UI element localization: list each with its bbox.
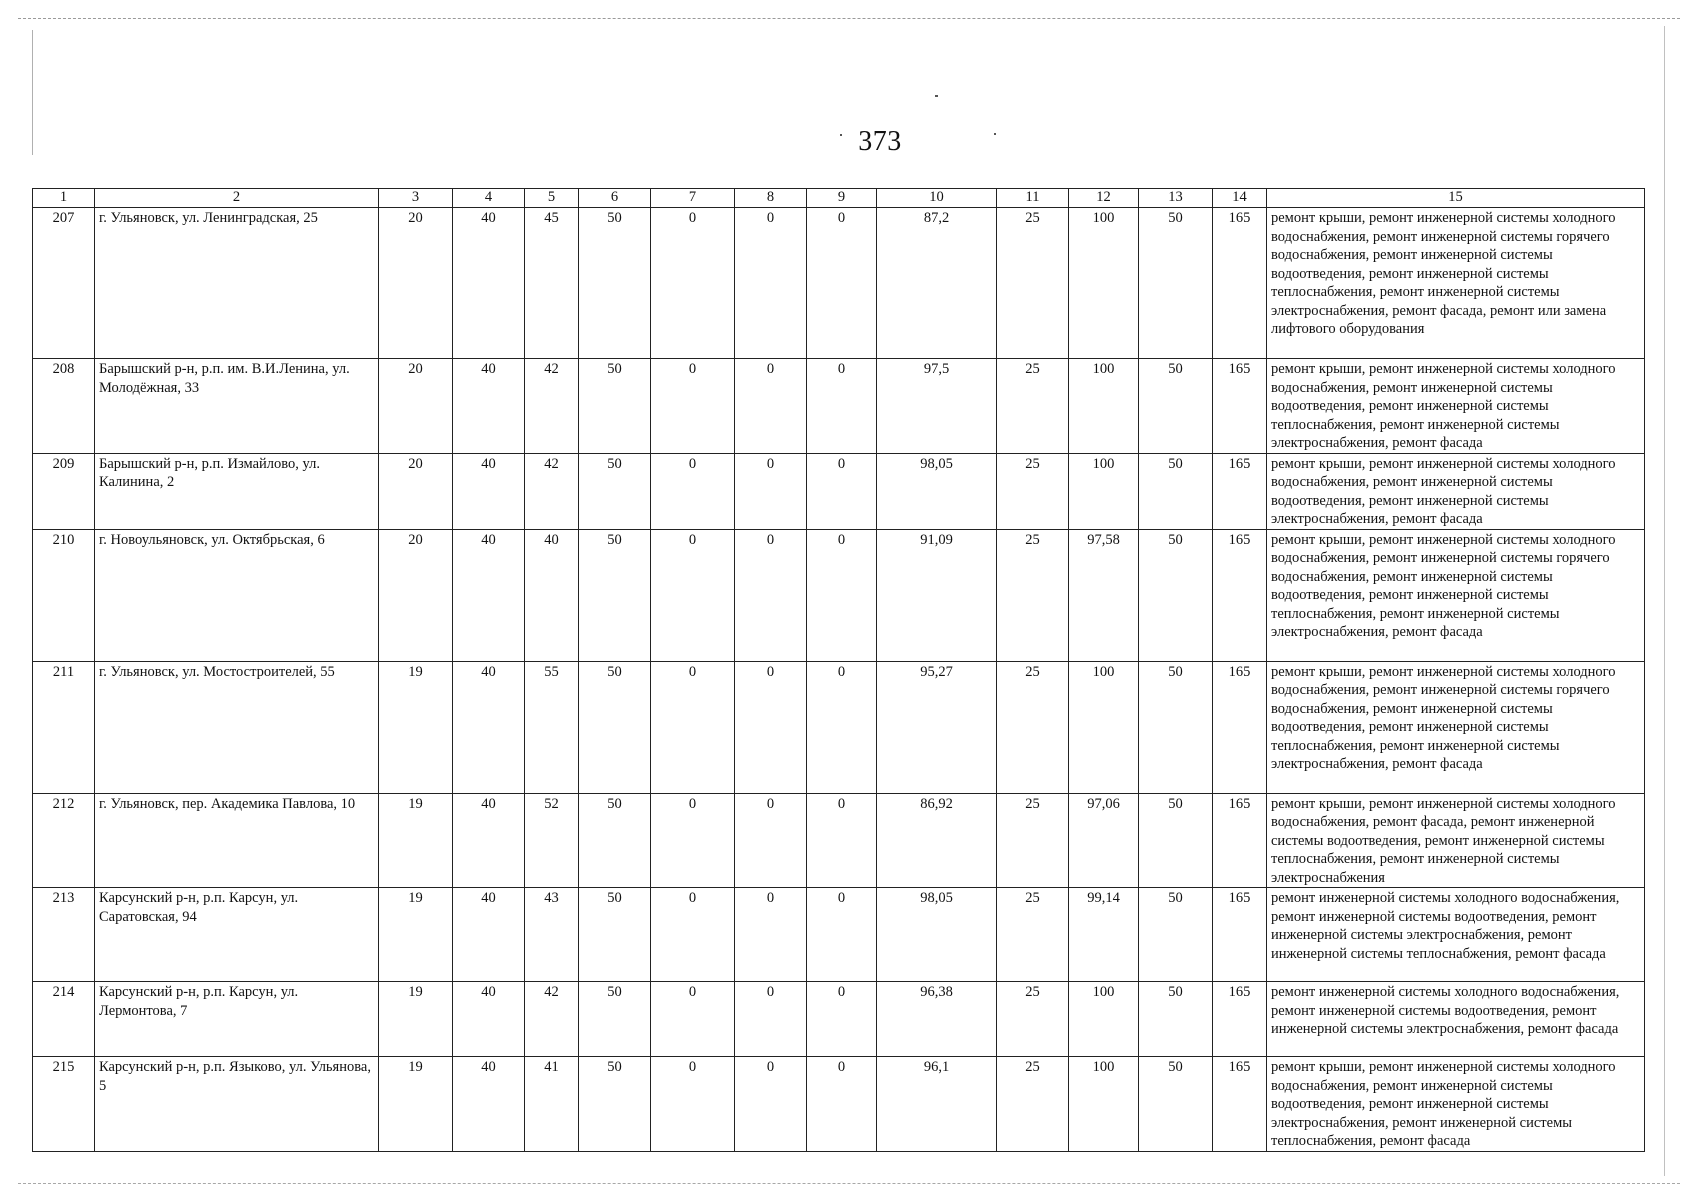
table-row xyxy=(33,1057,1645,1152)
column-number: 10 xyxy=(877,189,997,208)
value-col-11: 25 xyxy=(997,453,1069,529)
value-col-6: 50 xyxy=(579,888,651,982)
table-row xyxy=(33,359,1645,454)
row-number: 215 xyxy=(33,1057,95,1152)
value-col-13: 50 xyxy=(1139,1057,1213,1152)
value-col-13: 50 xyxy=(1139,529,1213,661)
value-col-4: 40 xyxy=(453,529,525,661)
repair-works-list: ремонт крыши, ремонт инженерной системы холодного водоснабжения, ремонт инженерной системы горячего водоснабжения, ремонт инженерной системы водоотведения, ремонт инженерной системы теплоснабжения, ремонт инженерной системы электроснабжения, ремонт фасада, ремонт или замена лифтового оборудования xyxy=(1267,208,1645,359)
value-col-14: 165 xyxy=(1213,888,1267,982)
value-col-14: 165 xyxy=(1213,661,1267,793)
row-number: 207 xyxy=(33,208,95,359)
value-col-6: 50 xyxy=(579,453,651,529)
value-col-8: 0 xyxy=(735,359,807,454)
value-col-5: 45 xyxy=(525,208,579,359)
value-col-8: 0 xyxy=(735,453,807,529)
column-number: 3 xyxy=(379,189,453,208)
value-col-10: 97,5 xyxy=(877,359,997,454)
value-col-3: 19 xyxy=(379,888,453,982)
value-col-6: 50 xyxy=(579,359,651,454)
value-col-3: 20 xyxy=(379,359,453,454)
value-col-9: 0 xyxy=(807,793,877,888)
value-col-5: 40 xyxy=(525,529,579,661)
value-col-9: 0 xyxy=(807,982,877,1057)
value-col-6: 50 xyxy=(579,793,651,888)
scan-edge-left xyxy=(32,30,33,155)
house-address: Карсунский р-н, р.п. Языково, ул. Ульянова, 5 xyxy=(95,1057,379,1152)
repair-works-list: ремонт крыши, ремонт инженерной системы холодного водоснабжения, ремонт инженерной системы водоотведения, ремонт инженерной системы электроснабжения, ремонт инженерной системы теплоснабжения, ремонт фасада xyxy=(1267,1057,1645,1152)
value-col-4: 40 xyxy=(453,359,525,454)
value-col-4: 40 xyxy=(453,793,525,888)
value-col-13: 50 xyxy=(1139,208,1213,359)
value-col-9: 0 xyxy=(807,661,877,793)
value-col-12: 100 xyxy=(1069,982,1139,1057)
value-col-8: 0 xyxy=(735,793,807,888)
value-col-12: 100 xyxy=(1069,661,1139,793)
table-row xyxy=(33,453,1645,529)
value-col-4: 40 xyxy=(453,888,525,982)
value-col-5: 42 xyxy=(525,359,579,454)
value-col-10: 96,1 xyxy=(877,1057,997,1152)
repair-works-list: ремонт инженерной системы холодного водоснабжения, ремонт инженерной системы водоотведения, ремонт инженерной системы электроснабжения, ремонт инженерной системы теплоснабжения, ремонт фасада xyxy=(1267,888,1645,982)
row-number: 214 xyxy=(33,982,95,1057)
scan-speck xyxy=(935,95,938,97)
value-col-10: 98,05 xyxy=(877,888,997,982)
value-col-6: 50 xyxy=(579,982,651,1057)
value-col-9: 0 xyxy=(807,453,877,529)
row-number: 211 xyxy=(33,661,95,793)
value-col-7: 0 xyxy=(651,208,735,359)
row-number: 209 xyxy=(33,453,95,529)
value-col-10: 87,2 xyxy=(877,208,997,359)
value-col-8: 0 xyxy=(735,888,807,982)
column-number: 9 xyxy=(807,189,877,208)
scan-edge-bottom xyxy=(18,1183,1680,1184)
table-body xyxy=(33,189,1645,1152)
value-col-13: 50 xyxy=(1139,359,1213,454)
repair-works-list: ремонт крыши, ремонт инженерной системы холодного водоснабжения, ремонт инженерной системы водоотведения, ремонт инженерной системы теплоснабжения, ремонт инженерной системы электроснабжения, ремонт фасада xyxy=(1267,359,1645,454)
value-col-12: 100 xyxy=(1069,208,1139,359)
value-col-7: 0 xyxy=(651,793,735,888)
value-col-3: 20 xyxy=(379,208,453,359)
repair-works-list: ремонт инженерной системы холодного водоснабжения, ремонт инженерной системы водоотведения, ремонт инженерной системы электроснабжения, ремонт фасада xyxy=(1267,982,1645,1057)
column-number: 6 xyxy=(579,189,651,208)
repair-works-list: ремонт крыши, ремонт инженерной системы холодного водоснабжения, ремонт инженерной системы горячего водоснабжения, ремонт инженерной системы водоотведения, ремонт инженерной системы теплоснабжения, ремонт инженерной системы электроснабжения, ремонт фасада xyxy=(1267,529,1645,661)
column-number: 14 xyxy=(1213,189,1267,208)
value-col-14: 165 xyxy=(1213,1057,1267,1152)
value-col-14: 165 xyxy=(1213,793,1267,888)
value-col-10: 96,38 xyxy=(877,982,997,1057)
value-col-11: 25 xyxy=(997,793,1069,888)
value-col-4: 40 xyxy=(453,982,525,1057)
value-col-14: 165 xyxy=(1213,982,1267,1057)
value-col-4: 40 xyxy=(453,1057,525,1152)
table-row xyxy=(33,208,1645,359)
value-col-12: 99,14 xyxy=(1069,888,1139,982)
column-number: 15 xyxy=(1267,189,1645,208)
page-number: 373 xyxy=(858,126,902,157)
value-col-14: 165 xyxy=(1213,529,1267,661)
value-col-10: 91,09 xyxy=(877,529,997,661)
repair-works-list: ремонт крыши, ремонт инженерной системы холодного водоснабжения, ремонт инженерной системы водоотведения, ремонт инженерной системы электроснабжения, ремонт фасада xyxy=(1267,453,1645,529)
value-col-4: 40 xyxy=(453,661,525,793)
value-col-11: 25 xyxy=(997,661,1069,793)
value-col-14: 165 xyxy=(1213,453,1267,529)
value-col-5: 43 xyxy=(525,888,579,982)
value-col-7: 0 xyxy=(651,661,735,793)
value-col-11: 25 xyxy=(997,1057,1069,1152)
value-col-8: 0 xyxy=(735,661,807,793)
value-col-6: 50 xyxy=(579,661,651,793)
value-col-5: 42 xyxy=(525,453,579,529)
house-address: Барышский р-н, р.п. Измайлово, ул. Калинина, 2 xyxy=(95,453,379,529)
value-col-5: 42 xyxy=(525,982,579,1057)
value-col-14: 165 xyxy=(1213,359,1267,454)
value-col-6: 50 xyxy=(579,1057,651,1152)
value-col-8: 0 xyxy=(735,529,807,661)
house-address: г. Новоульяновск, ул. Октябрьская, 6 xyxy=(95,529,379,661)
value-col-12: 100 xyxy=(1069,1057,1139,1152)
value-col-9: 0 xyxy=(807,888,877,982)
value-col-9: 0 xyxy=(807,529,877,661)
value-col-9: 0 xyxy=(807,208,877,359)
scan-edge-right xyxy=(1664,26,1665,1176)
house-address: г. Ульяновск, пер. Академика Павлова, 10 xyxy=(95,793,379,888)
value-col-12: 97,58 xyxy=(1069,529,1139,661)
value-col-9: 0 xyxy=(807,359,877,454)
value-col-5: 41 xyxy=(525,1057,579,1152)
table-row xyxy=(33,661,1645,793)
column-number: 1 xyxy=(33,189,95,208)
value-col-5: 52 xyxy=(525,793,579,888)
house-address: Барышский р-н, р.п. им. В.И.Ленина, ул. Молодёжная, 33 xyxy=(95,359,379,454)
column-number: 8 xyxy=(735,189,807,208)
table-row xyxy=(33,888,1645,982)
value-col-7: 0 xyxy=(651,529,735,661)
house-address: г. Ульяновск, ул. Ленинградская, 25 xyxy=(95,208,379,359)
value-col-5: 55 xyxy=(525,661,579,793)
repair-registry-table xyxy=(32,188,1645,1152)
value-col-10: 98,05 xyxy=(877,453,997,529)
value-col-8: 0 xyxy=(735,1057,807,1152)
column-number: 11 xyxy=(997,189,1069,208)
value-col-12: 97,06 xyxy=(1069,793,1139,888)
value-col-7: 0 xyxy=(651,453,735,529)
value-col-13: 50 xyxy=(1139,888,1213,982)
value-col-7: 0 xyxy=(651,888,735,982)
value-col-11: 25 xyxy=(997,359,1069,454)
value-col-3: 19 xyxy=(379,793,453,888)
scan-speck xyxy=(994,133,996,135)
value-col-3: 19 xyxy=(379,982,453,1057)
house-address: Карсунский р-н, р.п. Карсун, ул. Лермонтова, 7 xyxy=(95,982,379,1057)
row-number: 208 xyxy=(33,359,95,454)
table-row xyxy=(33,793,1645,888)
column-number: 4 xyxy=(453,189,525,208)
value-col-6: 50 xyxy=(579,529,651,661)
value-col-13: 50 xyxy=(1139,661,1213,793)
column-number: 12 xyxy=(1069,189,1139,208)
value-col-7: 0 xyxy=(651,359,735,454)
table-row xyxy=(33,982,1645,1057)
value-col-7: 0 xyxy=(651,982,735,1057)
house-address: г. Ульяновск, ул. Мостостроителей, 55 xyxy=(95,661,379,793)
value-col-11: 25 xyxy=(997,529,1069,661)
value-col-11: 25 xyxy=(997,982,1069,1057)
column-number-row xyxy=(33,189,1645,208)
value-col-4: 40 xyxy=(453,208,525,359)
value-col-9: 0 xyxy=(807,1057,877,1152)
value-col-8: 0 xyxy=(735,208,807,359)
value-col-14: 165 xyxy=(1213,208,1267,359)
repair-works-list: ремонт крыши, ремонт инженерной системы холодного водоснабжения, ремонт инженерной системы горячего водоснабжения, ремонт инженерной системы водоотведения, ремонт инженерной системы теплоснабжения, ремонт инженерной системы электроснабжения, ремонт фасада xyxy=(1267,661,1645,793)
value-col-12: 100 xyxy=(1069,453,1139,529)
value-col-8: 0 xyxy=(735,982,807,1057)
column-number: 5 xyxy=(525,189,579,208)
value-col-3: 19 xyxy=(379,1057,453,1152)
value-col-12: 100 xyxy=(1069,359,1139,454)
column-number: 2 xyxy=(95,189,379,208)
row-number: 213 xyxy=(33,888,95,982)
column-number: 7 xyxy=(651,189,735,208)
value-col-11: 25 xyxy=(997,208,1069,359)
repair-works-list: ремонт крыши, ремонт инженерной системы холодного водоснабжения, ремонт фасада, ремонт инженерной системы водоотведения, ремонт инженерной системы теплоснабжения, ремонт инженерной системы электроснабжения xyxy=(1267,793,1645,888)
value-col-3: 20 xyxy=(379,529,453,661)
value-col-10: 86,92 xyxy=(877,793,997,888)
table-row xyxy=(33,529,1645,661)
house-address: Карсунский р-н, р.п. Карсун, ул. Саратовская, 94 xyxy=(95,888,379,982)
value-col-13: 50 xyxy=(1139,453,1213,529)
value-col-3: 20 xyxy=(379,453,453,529)
value-col-11: 25 xyxy=(997,888,1069,982)
column-number: 13 xyxy=(1139,189,1213,208)
value-col-6: 50 xyxy=(579,208,651,359)
value-col-10: 95,27 xyxy=(877,661,997,793)
value-col-3: 19 xyxy=(379,661,453,793)
row-number: 210 xyxy=(33,529,95,661)
value-col-4: 40 xyxy=(453,453,525,529)
row-number: 212 xyxy=(33,793,95,888)
scan-edge-top xyxy=(18,18,1680,19)
value-col-13: 50 xyxy=(1139,793,1213,888)
value-col-7: 0 xyxy=(651,1057,735,1152)
value-col-13: 50 xyxy=(1139,982,1213,1057)
